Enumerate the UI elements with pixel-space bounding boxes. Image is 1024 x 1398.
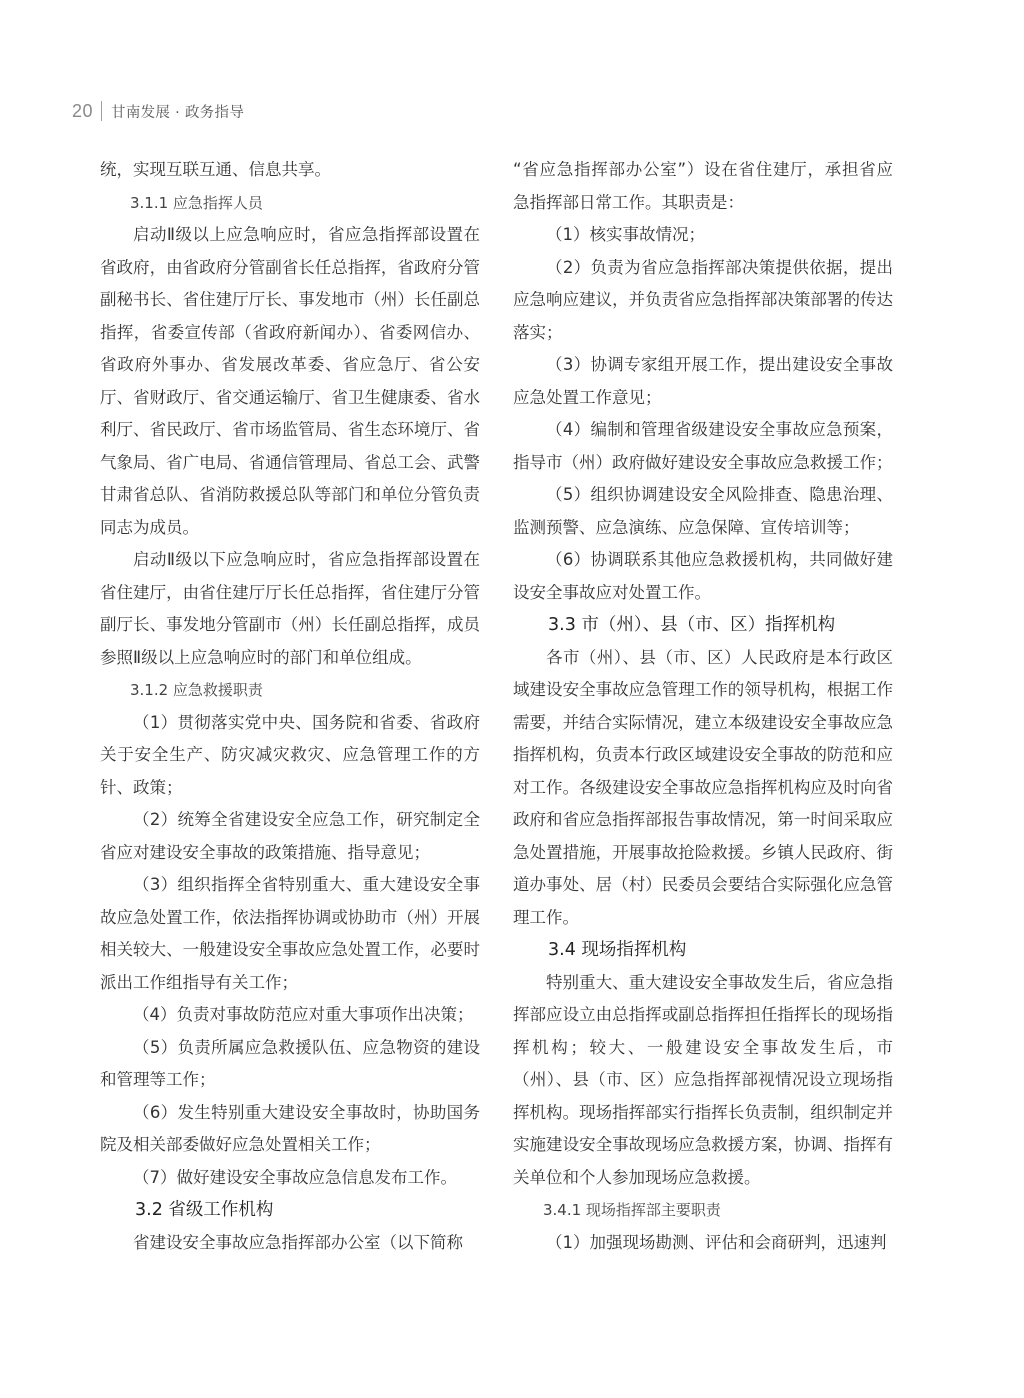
paragraph: （5）负责所属应急救援队伍、应急物资的建设和管理等工作； [100, 1037, 480, 1089]
page-number: 20 [72, 100, 94, 121]
left-column [100, 154, 480, 1259]
paragraph: （3）协调专家组开展工作，提出建设安全事故应急处置工作意见； [513, 355, 893, 407]
paragraph: 特别重大、重大建设安全事故发生后，省应急指挥部应设立由总指挥或副总指挥担任指挥长的现场指挥机构；较大、一般建设安全事故发生后，市（州）、县（市、区）应急指挥部视情况设立现场指挥机构。现场指挥部实行指挥长负责制，组织制定并实施建设安全事故现场应急救援方案，协调、指挥有关单位和个人参加现场应急救援。 [513, 972, 893, 1187]
paragraph: （1）核实事故情况； [546, 225, 705, 244]
section-heading: 3.3 市（州）、县（市、区）指挥机构 [548, 615, 836, 635]
paragraph: （5）组织协调建设安全风险排查、隐患治理、监测预警、应急演练、应急保障、宣传培训等； [513, 485, 893, 537]
paragraph: （2）统筹全省建设安全应急工作，研究制定全省应对建设安全事故的政策措施、指导意见； [100, 810, 480, 862]
running-header [72, 98, 244, 124]
paragraph: （6）协调联系其他应急救援机构，共同做好建设安全事故应对处置工作。 [513, 550, 893, 602]
paragraph: （3）组织指挥全省特别重大、重大建设安全事故应急处置工作，依法指挥协调或协助市（州）开展相关较大、一般建设安全事故应急处置工作，必要时派出工作组指导有关工作； [100, 875, 480, 992]
paragraph: 启动Ⅱ级以上应急响应时，省应急指挥部设置在省政府，由省政府分管副省长任总指挥，省政府分管副秘书长、省住建厅厅长、事发地市（州）长任副总指挥，省委宣传部（省政府新闻办）、省委网信办、省政府外事办、省发展改革委、省应急厅、省公安厅、省财政厅、省交通运输厅、省卫生健康委、省水利厅、省民政厅、省市场监管局、省生态环境厅、省气象局、省广电局、省通信管理局、省总工会、武警甘肃省总队、省消防救援总队等部门和单位分管负责同志为成员。 [100, 225, 480, 537]
section-heading: 3.1.1 应急指挥人员 [130, 193, 263, 212]
paragraph: （7）做好建设安全事故应急信息发布工作。 [133, 1167, 457, 1187]
paragraph: （1）贯彻落实党中央、国务院和省委、省政府关于安全生产、防灾减灾救灾、应急管理工作的方针、政策； [100, 712, 480, 797]
paragraph: （6）发生特别重大建设安全事故时，协助国务院及相关部委做好应急处置相关工作； [100, 1102, 480, 1154]
paragraph: （4）负责对事故防范应对重大事项作出决策； [133, 1005, 474, 1024]
paragraph: “省应急指挥部办公室”）设在省住建厅，承担省应急指挥部日常工作。其职责是： [513, 160, 893, 212]
paragraph: （2）负责为省应急指挥部决策提供依据，提出应急响应建议，并负责省应急指挥部决策部署的传达落实； [513, 257, 893, 342]
paragraph: 省建设安全事故应急指挥部办公室（以下简称 [133, 1232, 463, 1252]
paragraph: 启动Ⅱ级以下应急响应时，省应急指挥部设置在省住建厅，由省住建厅厅长任总指挥，省住建厅分管副厅长、事发地分管副市（州）长任副总指挥，成员参照Ⅱ级以上应急响应时的部门和单位组成。 [100, 550, 480, 667]
paragraph: 统，实现互联互通、信息共享。 [100, 160, 331, 179]
right-column [513, 154, 893, 1259]
paragraph: （4）编制和管理省级建设安全事故应急预案，指导市（州）政府做好建设安全事故应急救援工作； [513, 420, 893, 472]
paragraph: （1）加强现场勘测、评估和会商研判，迅速判 [546, 1232, 887, 1252]
section-heading: 3.4 现场指挥机构 [548, 940, 687, 960]
header-divider [101, 101, 102, 121]
section-heading: 3.2 省级工作机构 [135, 1200, 274, 1220]
journal-title: 甘南发展 · 政务指导 [111, 104, 245, 121]
section-heading: 3.4.1 现场指挥部主要职责 [543, 1201, 721, 1219]
section-heading: 3.1.2 应急救援职责 [130, 681, 263, 699]
paragraph: 各市（州）、县（市、区）人民政府是本行政区域建设安全事故应急管理工作的领导机构，根据工作需要，并结合实际情况，建立本级建设安全事故应急指挥机构，负责本行政区域建设安全事故的防范和应对工作。各级建设安全事故应急指挥机构应及时向省政府和省应急指挥部报告事故情况，第一时间采取应急处置措施，开展事故抢险救援。乡镇人民政府、街道办事处、居（村）民委员会要结合实际强化应急管理工作。 [513, 647, 893, 927]
